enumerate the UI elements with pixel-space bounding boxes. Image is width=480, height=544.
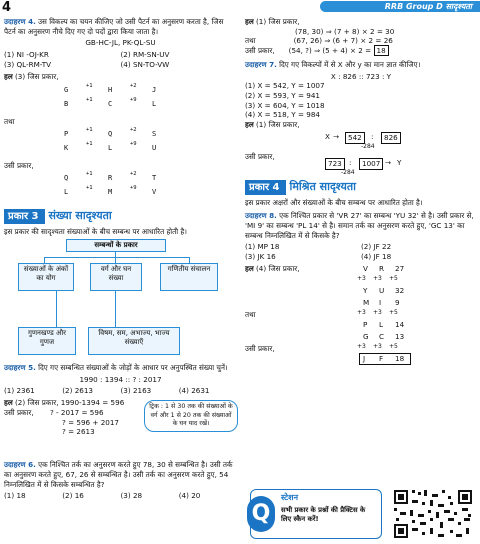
right-column: हल (1) जिस प्रकार, (78, 30) ⇒ (7 + 8) × 2 = 30 तथा (67, 26) ⇒ (6 + 7) × 2 = 26 उसी प्रकार, (54, ?) ⇒ (5 + 4) × 2 = 18 उदाहरण 7. दिए गए विकल्पों में से X और y का मान ज्ञात कीजिए। X : 826 :: 723 : Y (1) X = 542, Y = 1007 (2) X = 593, Y = 941 (3) X = 604, Y = 1018 (4) X = 518, Y = 984 हल (1) जिस प्रकार, X → 542 : 826 -284 उसी प्रकार, 723 : 1007 → Y -284 प्रकार 4 मिश्रित सादृश्यता इस प्रकार अक्षरों और संख्याओं के बीच सम्बन्ध पर आधारित होता है। उदाहरण 8. एक निश्चित प्रकार से 'VR 27' का सम्बन्ध 'YU 32' से है। उसी प्रकार से, 'MI 9' का सम्बन्ध 'PL 14' से है। समान तर्क का अनुसरण करते हुए, 'GC 13' का सम्बन्ध निम्नलिखित में से किसके है? (1) MP 18 (2) JF 22 (3) JK 16 (4) JF 18 हल (4) जिस प्रकार, V R 27 +3 +3 +5 Y U 32 तथा M I 9 +3 +3 +5 P L 14 उसी प्रकार, G C 13 +3 +3 +5 J F 18 (245, 17, 477, 368)
page-number: 4 (2, 0, 12, 15)
number-diagram-2: उसी प्रकार, 723 : 1007 → Y -284 (245, 151, 402, 176)
left-column (4, 17, 237, 503)
example-8-options (245, 242, 477, 261)
example-6-solution: हल (1) जिस प्रकार, (78, 30) ⇒ (7 + 8) × 2 = 30 तथा (67, 26) ⇒ (6 + 7) × 2 = 26 उसी प्रकार, (54, ?) ⇒ (5 + 4) × 2 = 18 (245, 17, 395, 56)
example-4-label: उदाहरण 4. (4, 17, 36, 26)
example-5 (4, 363, 237, 373)
station-box (250, 489, 382, 539)
letter-diagram-1b: B +1 C +9 L (64, 97, 157, 109)
section-3-title (4, 209, 237, 225)
answer-box: 18 (374, 45, 389, 56)
option: (4) SN-TO-VW (120, 59, 170, 69)
option: (1) X = 542, Y = 1007 (245, 81, 325, 91)
station-title: स्टेशन (281, 493, 299, 502)
station-text: सभी प्रकार के प्रश्नों की प्रैक्टिस के लिए स्कैन करें! (281, 506, 366, 524)
letter-diagram-1: G +1 H +2 J (64, 83, 157, 95)
section-4-intro: इस प्रकार अक्षरों और संख्याओं के बीच सम्बन्ध पर आधारित होता है। (245, 198, 423, 208)
tree-root: सम्बन्धों के प्रकार (66, 239, 166, 252)
option: (2) 2613 (62, 386, 94, 396)
example-7-label: उदाहरण 7. (245, 59, 277, 69)
trick-note: ट्रिक : 1 से 30 तक की संख्याओं के वर्ग और 1 से 20 तक की संख्याओं के घन याद रखें। (144, 400, 238, 432)
letter-diagram-2b: K +1 L +9 U (64, 141, 157, 153)
option: (2) JF 22 (361, 242, 392, 252)
option: (4) JF 18 (361, 252, 392, 261)
option: (2) X = 593, Y = 941 (245, 91, 320, 101)
option: (3) QL-RM-TV (4, 59, 52, 69)
example-7 (245, 60, 477, 70)
option: (4) 20 (178, 491, 201, 501)
letter-diagram-3b: L +1 M +9 V (64, 184, 157, 196)
tree-node-factors: गुणनखण्ड और गुणज (18, 327, 76, 355)
option: (3) X = 604, Y = 1018 (245, 100, 325, 110)
number-diagram-1: X → 542 : 826 -284 (325, 130, 477, 152)
example-7-text: दिए गए विकल्पों में से X और y का मान ज्ञात कीजिए। (279, 59, 421, 69)
section-4-name: मिश्रित सादृश्यता (289, 180, 356, 194)
example-5-given: 1990 : 1394 :: ? : 2017 (79, 374, 162, 384)
option: (2) 16 (62, 491, 84, 501)
example-4 (4, 17, 237, 36)
example-8-solution: हल (4) जिस प्रकार, V R 27 +3 +3 +5 Y U 32 तथा M I 9 +3 +3 +5 P L 14 उसी प्रकार, G C 13 +3 +3 +5 J F 18 (245, 264, 477, 368)
tatha-label: तथा (4, 117, 15, 127)
qr-code[interactable] (392, 488, 474, 540)
station-logo: Q (247, 496, 275, 532)
section-3-box: प्रकार 3 (4, 209, 45, 225)
example-8-text: एक निश्चित प्रकार से 'VR 27' का सम्बन्ध 'YU 32' से है। उसी प्रकार से, 'MI 9' का सम्बन्ध 'PL 14' से है। समान तर्क का अनुसरण करते हुए, 'GC 13' का सम्बन्ध निम्नलिखित में से किसके है? (245, 211, 474, 240)
section-3-name: संख्या सादृश्यता (48, 209, 112, 223)
solution-label: हल (4, 71, 13, 81)
header-bar (0, 0, 480, 13)
option: (1) MP 18 (245, 242, 280, 252)
example-6 (4, 460, 237, 489)
example-4-text: उस विकल्प का चयन कीजिए जो उसी पैटर्न का अनुसरण करता है, जिस पैटर्न का अनुसरण नीचे दिए गए दो पदों द्वारा किया जाता है। (4, 17, 224, 36)
example-5-solution: हल (2) जिस प्रकार, 1990-1394 = 596 उसी प्रकार, ? - 2017 = 596 ? = 596 + 2017 ? = 2613 ट्रिक : 1 से 30 तक की संख्याओं के वर्ग और 1 से 20 तक की संख्याओं के घन याद रखें। (4, 398, 237, 460)
example-8-label: उदाहरण 8. (245, 211, 277, 221)
example-4-options (4, 50, 237, 69)
letter-diagram-3: Q +1 R +2 T (64, 170, 157, 182)
option: (4) 2631 (178, 386, 210, 396)
option: (1) NI -OJ-KR (4, 50, 49, 60)
example-5-text: दिए गए सम्बन्धित संख्याओं के जोड़ों के आधार पर अनुपस्थित संख्या चुनें। (38, 362, 228, 372)
option: (3) JK 16 (245, 252, 276, 261)
example-7-options (245, 81, 477, 120)
tree-node-math-ops: गणितीय संचालन (160, 263, 218, 291)
option: (3) 2163 (120, 386, 152, 396)
option: (2) RM-SN-UV (120, 50, 170, 60)
option: (1) 18 (4, 491, 26, 501)
header-ribbon (320, 1, 480, 12)
tree-node-square-cube: वर्ग और घन संख्या (90, 263, 142, 291)
solution-text: (3) जिस प्रकार, (15, 71, 59, 81)
option: (1) 2361 (4, 386, 35, 396)
example-5-label: उदाहरण 5. (4, 362, 36, 372)
example-5-options (4, 386, 237, 396)
example-6-label: उदाहरण 6. (4, 460, 36, 470)
example-4-given: GB-HC-JL, PK-QL-SU (85, 38, 156, 48)
example-7-given: X : 826 :: 723 : Y (330, 71, 392, 81)
header-title: RRB Group D सादृश्यता (384, 2, 472, 11)
section-4-title (245, 180, 477, 196)
example-6-options (4, 491, 237, 501)
tree-node-digit-sum: संख्याओं के अंकों का योग (18, 263, 74, 291)
option: (3) 28 (120, 491, 143, 501)
section-4-box: प्रकार 4 (245, 180, 286, 196)
section-3-intro: इस प्रकार की सादृश्यता संख्याओं के बीच सम्बन्ध पर आधारित होती है। (4, 227, 187, 237)
example-8 (245, 211, 477, 240)
letter-diagram-2: P +1 Q +2 S (64, 127, 157, 139)
option: (4) X = 518, Y = 984 (245, 110, 320, 120)
relation-tree (4, 239, 237, 361)
tree-node-odd-even: विषम, सम, अभाज्य, भाज्य संख्याएँ (88, 327, 180, 355)
example-6-text: एक निश्चित तर्क का अनुसरण करते हुए 78, 30 से सम्बन्धित है। उसी तर्क का अनुसरण करते हुए, 67, 26 से सम्बन्धित है। उसी तर्क का अनुसरण करते हुए, 54 निम्नलिखित में से किसके सम्बन्धित है? (4, 460, 233, 489)
usi-label: उसी प्रकार, (4, 161, 34, 171)
